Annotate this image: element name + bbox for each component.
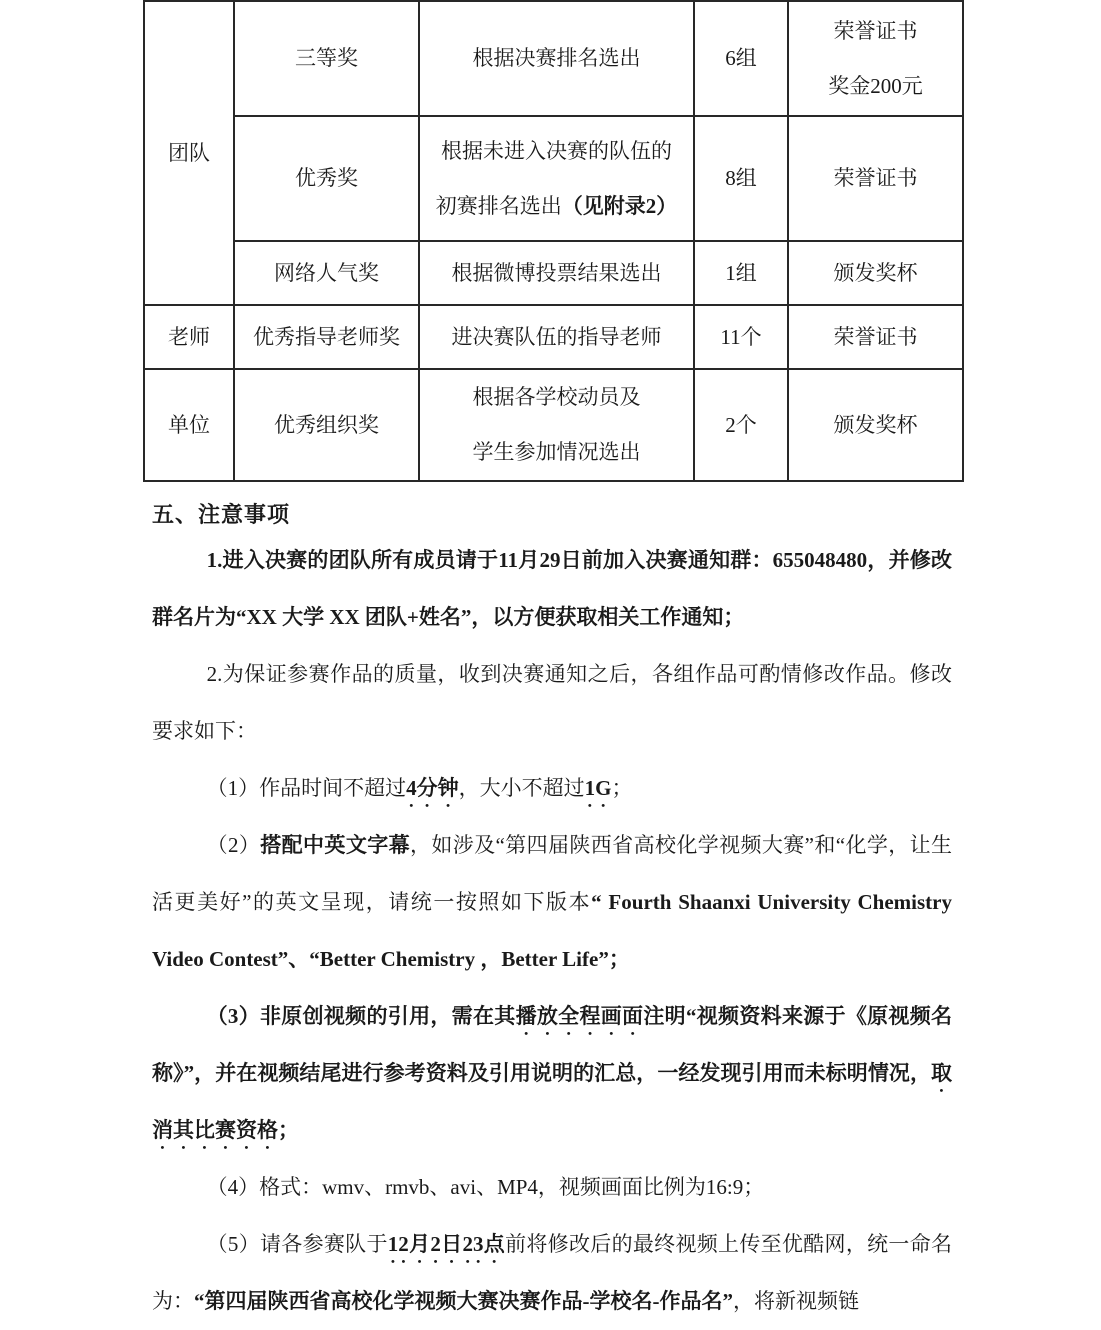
text-run: 取消其比赛资格 (152, 1061, 952, 1142)
text-run: 三等奖 (295, 46, 358, 70)
text-run: （3）非原创视频的引用，需在其 (206, 1004, 516, 1028)
cell-line (695, 31, 787, 86)
cell-line (235, 31, 418, 86)
paragraph (152, 1159, 952, 1216)
text-run: 初赛排名选出 (435, 193, 562, 218)
text-run: 1G (584, 776, 612, 800)
cell-criteria (419, 369, 694, 481)
cell-prize (788, 116, 963, 241)
cell-line (420, 124, 693, 179)
cell-line (789, 4, 962, 59)
text-run: 4分钟 (406, 776, 459, 800)
cell-line (420, 425, 693, 480)
cell-line (235, 151, 418, 206)
cell-line (695, 151, 787, 206)
text-run: ，如涉及“第四届陕西省高校化学视频大赛”和“化学，让生活更美好”的英文呈现，请统一按照如下版本 (152, 833, 953, 914)
cell-line (789, 59, 962, 114)
cell-line (145, 398, 233, 453)
cell-prize (788, 1, 963, 116)
text-run: （5）请各参赛队于 (206, 1232, 388, 1256)
cell-criteria (419, 305, 694, 369)
cell-category-team (144, 1, 234, 305)
cell-line (420, 310, 693, 365)
text-run: “第四届陕西省高校化学视频大赛决赛作品-学校名-作品名” (194, 1289, 733, 1313)
cell-quantity (694, 116, 788, 241)
text-run: 8组 (725, 166, 757, 190)
cell-award-name (234, 305, 419, 369)
text-run: 优秀奖 (295, 166, 358, 190)
text-run: 进决赛队伍的指导老师 (451, 324, 662, 349)
cell-line (695, 398, 787, 453)
text-run: 2个 (725, 412, 757, 437)
text-run: 前将修改后的最终视频上传至优酷网，统一命名为： (152, 1232, 953, 1313)
cell-line (145, 126, 233, 181)
text-run: ； (611, 776, 633, 800)
text-run: 11个 (720, 324, 762, 349)
text-run: （4）格式：wmv、rmvb、avi、MP4，视频画面比例为16:9； (206, 1175, 765, 1199)
cell-line (235, 398, 418, 453)
text-run: 奖金200元 (828, 73, 923, 98)
award-table-body (144, 1, 963, 481)
text-run: （见附录2） (561, 193, 678, 218)
cell-line (695, 310, 787, 365)
text-run: （1）作品时间不超过 (206, 776, 407, 800)
text-run: 根据各学校动员及 (472, 385, 641, 409)
text-run: ； (278, 1118, 299, 1142)
cell-quantity (694, 369, 788, 481)
cell-line (420, 31, 693, 86)
text-run: 6组 (725, 46, 757, 70)
cell-line (789, 246, 962, 301)
text-run: 优秀指导老师奖 (253, 324, 400, 349)
text-run: ，大小不超过 (458, 776, 585, 800)
paragraph (152, 817, 952, 988)
cell-award-name (234, 1, 419, 116)
cell-award-name (234, 241, 419, 305)
table-row (144, 241, 963, 305)
text-run: 播放全程画面 (515, 1004, 644, 1028)
table-row (144, 305, 963, 369)
notes-section (152, 498, 952, 1330)
cell-category-unit (144, 369, 234, 481)
text-run: 学生参加情况选出 (472, 440, 641, 464)
cell-criteria (419, 116, 694, 241)
cell-award-name (234, 116, 419, 241)
table-row (144, 369, 963, 481)
text-run: 12月2日23点 (387, 1232, 506, 1256)
text-run: 注明“视频资料来源于《原视频名称》”，并在视频结尾进行参考资料及引用说明的汇总，一经发现引用而未标明情况， (152, 1004, 953, 1085)
table-row (144, 116, 963, 241)
cell-quantity (694, 305, 788, 369)
cell-category-teacher (144, 305, 234, 369)
text-run: 2.为保证参赛作品的质量，收到决赛通知之后，各组作品可酌情修改作品。修改要求如下： (152, 662, 952, 743)
cell-line (235, 310, 418, 365)
cell-line (789, 151, 962, 206)
text-run: ，将新视频链 (732, 1289, 859, 1313)
cell-line (695, 246, 787, 301)
text-run: 根据微博投票结果选出 (451, 260, 662, 285)
cell-line (420, 246, 693, 301)
text-run: 荣誉证书 (833, 18, 918, 43)
paragraph (152, 532, 952, 646)
text-run: 单位 (168, 412, 210, 437)
cell-line (789, 310, 962, 365)
cell-line (789, 398, 962, 453)
text-run: 荣誉证书 (833, 324, 918, 349)
cell-prize (788, 241, 963, 305)
text-run: 颁发奖杯 (833, 260, 918, 285)
award-table (143, 0, 964, 482)
cell-line (145, 310, 233, 365)
text-run: 荣誉证书 (833, 166, 918, 190)
table-row (144, 1, 963, 116)
text-run: 老师 (168, 324, 210, 349)
cell-prize (788, 369, 963, 481)
cell-quantity (694, 1, 788, 116)
cell-line (420, 370, 693, 425)
cell-criteria (419, 241, 694, 305)
text-run: 根据决赛排名选出 (472, 46, 641, 70)
paragraph (152, 646, 952, 760)
section-heading: 五、注意事项 (152, 502, 291, 527)
text-run: 团队 (168, 140, 210, 165)
text-run: 根据未进入决赛的队伍的 (441, 138, 672, 163)
text-run: 1组 (725, 260, 757, 285)
paragraph (152, 988, 952, 1159)
text-run: 优秀组织奖 (274, 412, 379, 437)
cell-line (420, 179, 693, 234)
text-run: （2） (206, 833, 261, 857)
cell-criteria (419, 1, 694, 116)
cell-prize (788, 305, 963, 369)
cell-line (235, 246, 418, 301)
notes-paragraphs (152, 532, 952, 1330)
text-run: “ Fourth Shaanxi University Chemistry Video Contest”、“Better Chemistry ，Better Life”； (152, 890, 952, 971)
cell-quantity (694, 241, 788, 305)
text-run: 网络人气奖 (274, 260, 379, 285)
paragraph (152, 760, 952, 817)
cell-award-name (234, 369, 419, 481)
text-run: 搭配中英文字幕 (260, 833, 410, 857)
paragraph (152, 1216, 952, 1330)
text-run: 1.进入决赛的团队所有成员请于11月29日前加入决赛通知群：655048480，并修改群名片为“XX 大学 XX 团队+姓名”，以方便获取相关工作通知； (152, 548, 952, 629)
text-run: 颁发奖杯 (833, 412, 918, 437)
